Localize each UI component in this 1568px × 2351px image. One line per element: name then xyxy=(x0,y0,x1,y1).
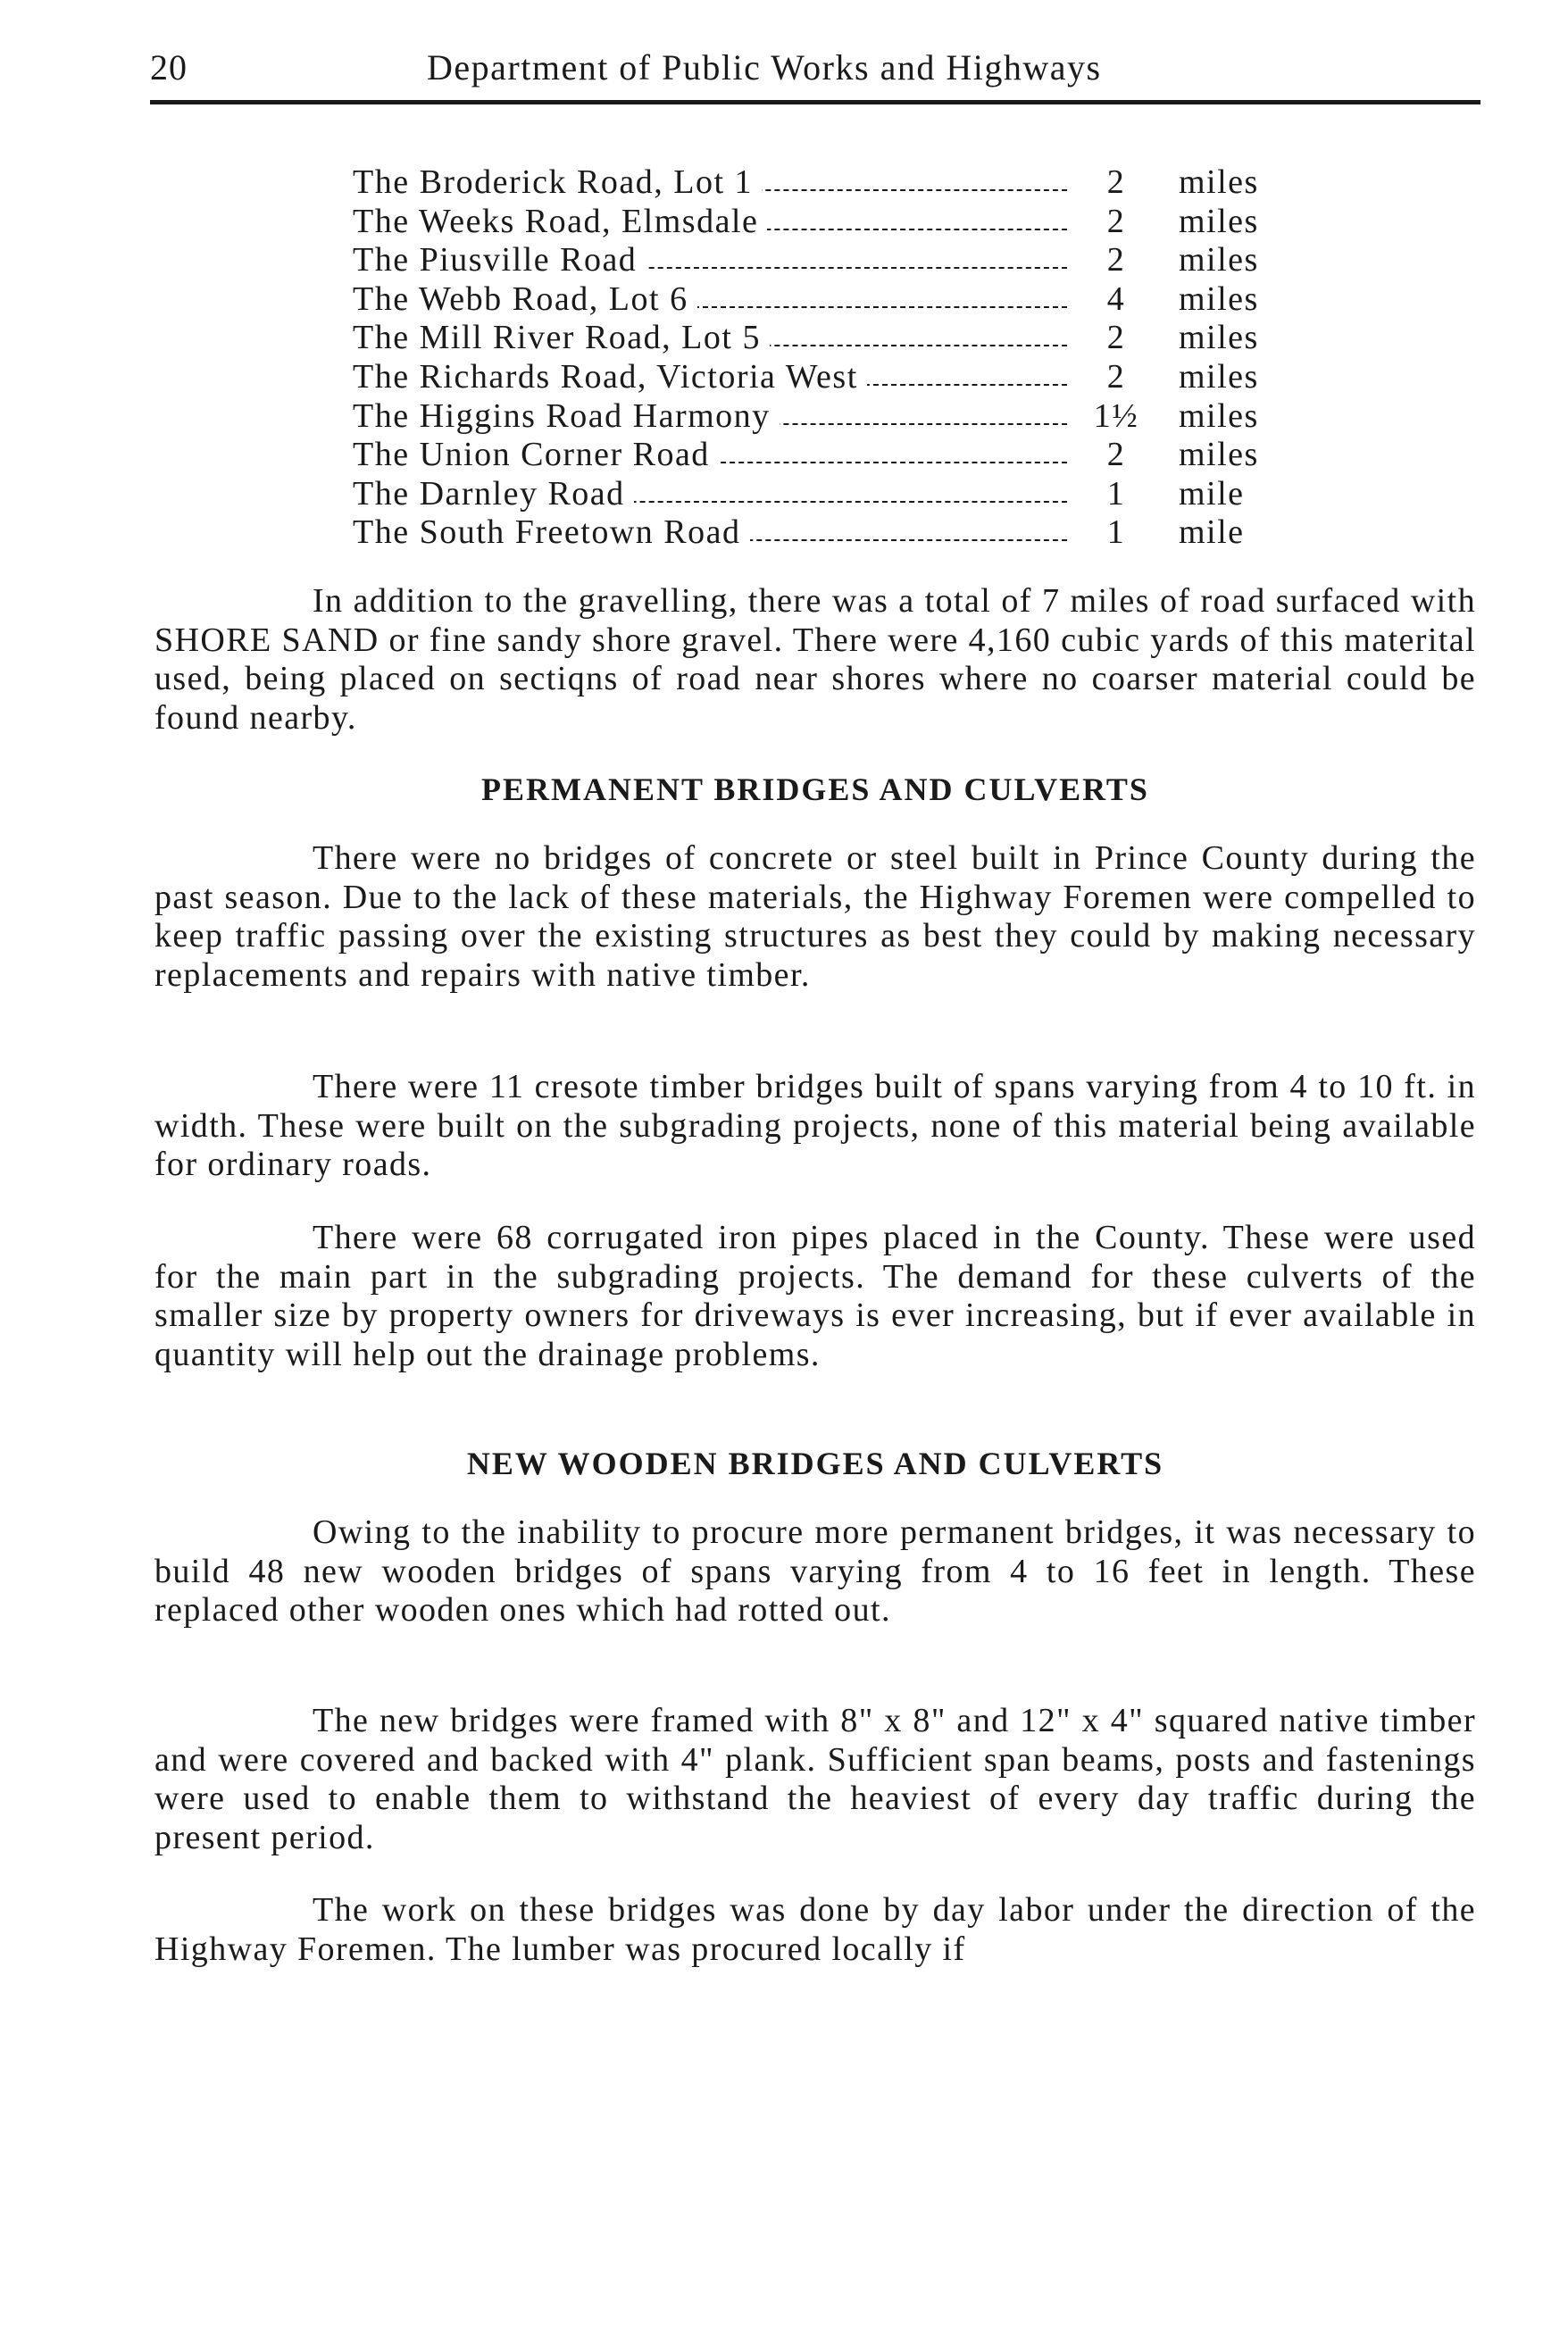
page-header xyxy=(150,46,1480,100)
road-unit: miles xyxy=(1179,241,1259,279)
paragraph-wooden-3: The work on these bridges was done by day labor under the direction of the Highway Foremen. The lumber was procured locally if xyxy=(154,1891,1476,1968)
road-quantity: 4 xyxy=(1085,279,1147,319)
road-quantity: 1½ xyxy=(1085,396,1147,436)
road-quantity: 2 xyxy=(1085,318,1147,357)
heading-wooden-bridges: NEW WOODEN BRIDGES AND CULVERTS xyxy=(466,1446,1164,1481)
road-unit: miles xyxy=(1179,163,1259,201)
road-quantity: 2 xyxy=(1085,202,1147,241)
road-row xyxy=(353,240,1299,279)
road-unit: miles xyxy=(1179,319,1259,357)
road-name: The Higgins Road Harmony xyxy=(353,396,780,436)
road-quantity: 2 xyxy=(1085,435,1147,474)
road-quantity: 1 xyxy=(1085,474,1147,513)
road-row xyxy=(353,202,1299,241)
header-rule xyxy=(150,100,1480,104)
running-head: Department of Public Works and Highways xyxy=(427,47,1102,88)
road-row xyxy=(353,474,1299,513)
road-row xyxy=(353,318,1299,357)
road-name: The Mill River Road, Lot 5 xyxy=(353,318,770,357)
road-quantity: 1 xyxy=(1085,513,1147,552)
road-unit: miles xyxy=(1179,396,1259,435)
road-row xyxy=(353,357,1299,396)
road-quantity: 2 xyxy=(1085,240,1147,279)
paragraph-permanent-2: There were 11 cresote timber bridges built of spans varying from 4 to 10 ft. in width. These were built on the subgrading projects, none of this material being available for ordinary roads. xyxy=(154,1068,1476,1184)
road-row xyxy=(353,513,1299,552)
road-quantity: 2 xyxy=(1085,357,1147,396)
road-row xyxy=(353,435,1299,474)
road-name: The Webb Road, Lot 6 xyxy=(353,279,697,319)
paragraph-wooden-1: Owing to the inability to procure more permanent bridges, it was necessary to build 48 new wooden bridges of spans varying from 4 to 16 feet in length. These replaced other wooden ones which had rotted out. xyxy=(154,1513,1476,1630)
paragraph-wooden-2: The new bridges were framed with 8" x 8" and 12" x 4" squared native timber and were covered and backed with 4" plank. Sufficient span beams, posts and fastenings were used to enable them to withstand the heaviest of every day traffic during the present period. xyxy=(154,1702,1476,1856)
road-name: The Broderick Road, Lot 1 xyxy=(353,163,762,202)
road-row xyxy=(353,279,1299,319)
heading-permanent-bridges: PERMANENT BRIDGES AND CULVERTS xyxy=(481,771,1149,807)
road-unit: mile xyxy=(1179,474,1245,513)
road-name: The Union Corner Road xyxy=(353,435,719,474)
page-number: 20 xyxy=(150,47,188,88)
road-unit: mile xyxy=(1179,513,1245,552)
road-name: The South Freetown Road xyxy=(353,513,750,552)
road-name: The Richards Road, Victoria West xyxy=(353,357,867,396)
paragraph-permanent-1: There were no bridges of concrete or steel built in Prince County during the past season. Due to the lack of these materials, the Highway Foremen were compelled to keep traffic passing over the existing structures as best they could by making necessary replacements and repairs with native timber. xyxy=(154,839,1476,994)
road-row xyxy=(353,396,1299,436)
road-unit: miles xyxy=(1179,279,1259,318)
road-row xyxy=(353,163,1299,202)
road-unit: miles xyxy=(1179,436,1259,474)
road-unit: miles xyxy=(1179,202,1259,240)
road-unit: miles xyxy=(1179,357,1259,396)
road-name: The Weeks Road, Elmsdale xyxy=(353,202,767,241)
road-name: The Darnley Road xyxy=(353,474,634,513)
paragraph-permanent-3: There were 68 corrugated iron pipes placed in the County. These were used for the main part in the subgrading projects. The demand for these culverts of the smaller size by property owners for driveways is ever increasing, but if ever available in quantity will help out the drainage problems. xyxy=(154,1219,1476,1373)
road-list xyxy=(353,163,1299,552)
road-name: The Piusville Road xyxy=(353,240,646,279)
road-quantity: 2 xyxy=(1085,163,1147,202)
paragraph-shore-sand: In addition to the gravelling, there was a total of 7 miles of road surfaced with SHORE SAND or fine sandy shore gravel. There were 4,160 cubic yards of this materital used, being placed on sectiqns of road near shores where no coarser material could be found nearby. xyxy=(154,582,1476,737)
